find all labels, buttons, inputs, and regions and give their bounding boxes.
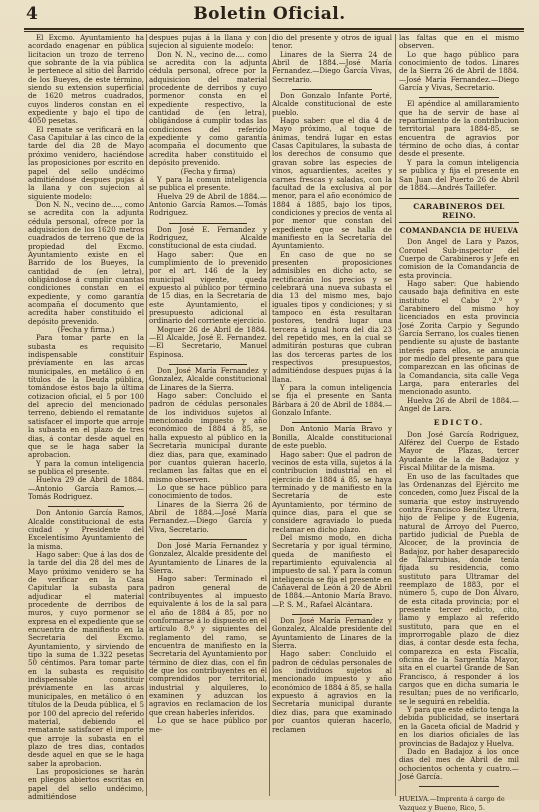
notice-paragraph: las faltas que en el mismo observen. bbox=[399, 33, 519, 51]
edicto-title: EDICTO. bbox=[433, 418, 485, 428]
notice-separator bbox=[48, 506, 124, 507]
notice-signature: Y para la comun inteligencia se fija el presente en Santa Bárbara á 20 de Abril de 1884.—Gonzalo Infante. bbox=[272, 383, 392, 418]
column-divider bbox=[395, 34, 396, 796]
notice-heading: Don José María Fernandez y Gonzalez, Alcalde presidente del Ayuntamiento de Linares de la Sierra. bbox=[272, 616, 392, 651]
notice-paragraph: Hago saber: Concluido el padron de cédulas personales de los individuos sujetos al mencionado impuesto y año económico de 1884 á 85, se halla expuesto á agravios en la Secretaría municipal durante diez dias, para que examinado por cuantos quieran hacerlo, reclamen bbox=[272, 649, 392, 734]
notice-paragraph: Hago saber: Terminado el padron general de contribuyentes al impuesto equivalente á los de la sal para el año de 1884 á 85, por no conformarse á lo dispuesto en el artículo 8.º y siguientes del reglamento del ramo, se encuentra de manifiesto en la Secretaría del Ayuntamiento por término de diez dias, con el fin de que los contribuyentes en él comprendidos por territorial, industrial y alquileres, lo examinen y aduzcan los agravios en reclamacion de los que crean haberles inferidos. bbox=[149, 574, 267, 717]
column-divider bbox=[146, 34, 147, 796]
notice-paragraph: Lo que se hace público por me- bbox=[149, 716, 267, 734]
section-rule bbox=[399, 198, 519, 199]
section-rule bbox=[399, 222, 519, 223]
notice-signature: Huelva 26 de Abril de 1884.—Angel de Lara. bbox=[399, 395, 519, 414]
notice-paragraph: Hago saber: Que en cumplimiento de lo prevenido por el art. 146 de la ley municipal vigente, queda expuesto al público por término de 15 dias, en la Secretaría de este Ayuntamiento, el presupuesto adicional al ordinario del corriente ejercicio. bbox=[149, 249, 267, 326]
notice-heading: Don Antonio María Bravo y Bonilla, Alcalde constitucional de este pueblo. bbox=[272, 424, 392, 451]
notice-separator bbox=[169, 223, 247, 224]
notice-separator bbox=[169, 364, 247, 365]
notice-paragraph: Don N. N., vecino de.... como se acredita con la adjunta cédula personal, ofrece por la adquisicion del material procedente de derribos y cuyo pormenor consta en el expediente respectivo, la cantidad de (en letra), obligándose á cumplir todas las condiciones del referido expediente y como garantía acompaña el documento que acredita haber constituido el depósito prevenido. bbox=[149, 49, 267, 168]
section-subtitle: COMANDANCIA DE HUELVA bbox=[399, 225, 519, 235]
notice-signature: Huelva 29 de Abril de 1884.—Antonio García Ramos.—Tomás Rodriguez. bbox=[28, 475, 144, 501]
header-rule-thin bbox=[24, 31, 524, 32]
notice-signature: Moguer 26 de Abril de 1884.—El Alcalde, José E. Fernandez.—El Secretario, Manuel Espinosa. bbox=[149, 324, 267, 359]
notice-paragraph: Y para la comun inteligencia se publica el presente. bbox=[28, 458, 144, 476]
column-divider bbox=[269, 34, 270, 796]
notice-heading: Don José E. Fernandez y Rodriguez, Alcalde constitucional de esta ciudad. bbox=[149, 224, 267, 251]
notice-signature: Linares de la Sierra 24 de Abril de 1884.—José María Fernandez.—Diego García Vivas, Secretario. bbox=[272, 49, 392, 84]
notice-paragraph: Hago saber: Que á las dos de la tarde del dia 28 del mes de Mayo próximo venidero se ha de verificar en la Casa Capitular la subasta para adjudicar el material procedente de derribos de muros, y cuyo pormenor se expresa en el expediente que se encuentra de manifiesto en la Secretaría del Excmo. Ayuntamiento, y sirviendo de tipo la suma de 1.322 pesetas 50 céntimos. Para tomar parte en la subasta es requisito indispensable constituir préviamente en las arcas municipales, en metálico ó en títulos de la Deuda pública, el 5 por 100 del aprecio del referido material, debiendo el rematante satisfacer el importe que arroje la subasta en el plazo de tres dias, contados desde aquel en que se le haga saber la aprobacion. bbox=[28, 549, 144, 768]
column-3 bbox=[272, 34, 392, 796]
notice-paragraph: Hago saber: Concluido el padron de cédulas personales de los individuos sujetos al mencionado impuesto y año económico de 1884 á 85, se halla expuesto al público en la Secretaría municipal durante diez dias, para que, examinado por cuantos quieran hacerlo, reclamen las faltas que en el mismo observen. bbox=[149, 391, 267, 484]
notice-paragraph: En uso de las facultades que las Ordenanzas del Ejército me conceden, como Juez Fiscal de la sumaria que estoy instruyendo contra Francisco Benítez Utrera, hijo de Felipe y de Eugenia, natural de Arroyo del Puerco, partido judicial de Puebla de Alcocer, de la provincia de Badajoz, por haber desaparecido de Talarrubias, donde tenía fijada su residencia, como sustituto para Ultramar del reemplazo de 1883, por el número 5, cupo de Don Álvaro, de esta citada provincia; por el presente tercer edicto, cito, llamo y emplazo al referido sustituto, para que en el improrrogable plazo de diez dias, á contar desde esta fecha, comparezca en esta Fiscalía, oficina de la Sargentía Mayor, sita en el cuartel Grande de San Francisco, á responder á los cargos que en dicha sumaria le resultan; pues de no verificarlo, se le seguirá en rebeldía. bbox=[399, 471, 519, 706]
publication-title: Boletin Oficial. bbox=[193, 4, 346, 24]
notice-paragraph: Hago saber: que el dia 4 de Mayo próximo, al toque de ánimas, tendrá lugar en estas Casas Capitulares, la subasta de los derechos de consumo que gravan sobre las especies de vinos, aguardientes, aceites y carnes frescas y saladas, con la facultad de la exclusiva al por menor, para el año económico de 1884 á 1885, bajo los tipos, condiciones y precios de venta al por menor que constan del expediente que se halla de manifiesto en la Secretaría del Ayuntamiento. bbox=[272, 116, 392, 251]
notice-signature: Linares de la Sierra 26 de Abril de 1884.—José María Fernandez.—Diego García y Viva, Secretario. bbox=[149, 499, 267, 534]
notice-heading: Don José María Fernandez y Gonzalez, Alcalde constitucional de Linares de la Sierra. bbox=[149, 366, 267, 392]
notice-paragraph: Lo que hago público para conocimiento de todos. Linares de la Sierra 26 de Abril de 1884.—José María Fernandez.—Diego García y Vivas, Secretario. bbox=[399, 49, 519, 93]
notice-paragraph: Hago saber: Que el padron de vecinos de esta villa, sujetos á la contribucion industrial en el ejercicio de 1884 á 85, se haya terminado y de manifiesto en la Secretaría de este Ayuntamiento, por término de quince dias, para el que se considere agraviado lo pueda reclamar en dicho plazo. bbox=[272, 449, 392, 534]
notice-separator bbox=[169, 539, 247, 540]
notice-paragraph: En caso de que no se presenten proposiciones admisibles en dicho acto, se rectificarán los precios y se celebrará una nueva subasta el dia 13 del mismo mes, bajo iguales tipos y condiciones; y si tampoco en ésta resultaran postores, tendrá lugar una tercera á igual hora del dia 23 del repetido mes, en la cual se admitirán posturas que cubran las dos terceras partes de los respectivos presupuestos, admitiéndose despues pujas á la llana. bbox=[272, 249, 392, 384]
notice-paragraph: despues pujas á la llana y con sujecion al siguiente modelo: bbox=[149, 33, 267, 51]
notice-paragraph: Las proposiciones se harán en pliegos abiertos escritas en papel del sello undécimo, admitiéndose bbox=[28, 766, 144, 801]
notice-paragraph: Lo que se hace público para conocimiento de todos. bbox=[149, 482, 267, 501]
notice-signature: Huelva 29 de Abril de 1884.—Antonio García Ramos.—Tomás Rodriguez. bbox=[149, 191, 267, 218]
notice-separator bbox=[292, 614, 372, 615]
notice-paragraph: Don N. N., vecino de...., como se acredita con la adjunta cédula personal, ofrece por la adquisicion de los 1620 metros cuadrados de terreno que de la propiedad del Excmo. Ayuntamiento existe en el Barrido de los Bueyes, la cantidad de (en letra), obligándose á cumplir cuantas condiciones constan en el expediente, y como garantía acompaña el documento que acredita haber constituido el depósito prevenido. bbox=[28, 199, 144, 326]
notice-paragraph: El Excmo. Ayuntamiento ha acordado enagenar en pública licitacion un trozo de terreno que sobrante de la via pública le pertenece al sitio del Barrido de los Bueyes, de este término, siendo su extension superficial de 1620 metros cuadrados, cuyos linderos constan en el expediente y bajo el tipo de 4050 pesetas. bbox=[28, 33, 144, 126]
header-rule bbox=[24, 28, 524, 30]
page-number: 4 bbox=[26, 4, 38, 24]
notice-paragraph: El apéndice al amillaramiento que ha de servir de base al repartimiento de la contribucion territorial para 1884-85, se encuentra de agravios por término de ocho dias, á contar desde el presente. bbox=[399, 99, 519, 159]
column-2 bbox=[149, 34, 267, 796]
imprint-footer: HUELVA.—Imprenta á cargo de Vazquez y Bueno, Rico, 5. bbox=[399, 795, 505, 812]
date-signature-note: (Fecha y firma) bbox=[180, 166, 236, 176]
section-title: CARABINEROS DEL REINO. bbox=[413, 202, 505, 220]
notice-separator bbox=[419, 97, 499, 98]
notice-paragraph: Y para la comun inteligencia se publica y fija el presente en San Juan del Puerto 26 de Abril de 1884.—Andrés Taillefer. bbox=[399, 157, 519, 192]
notice-paragraph: Hago saber: Que habiendo causado baja definitiva en este instituto el Cabo 2.º y Carabinero del mismo hoy licenciados en esta provincia José Zorita Carpio y Segundo García Serrano, los cuales tienen pendiente su ajuste de bastante interés para ellos, se anuncia por medio del presente para que comparezcan en las oficinas de la Comandancia, sita calle Vega Larga, para enterarles del mencionado asunto. bbox=[399, 278, 519, 397]
notice-heading: Don Angel de Lara y Pazos, Coronel Sub-inspector del Cuerpo de Carabineros y Jefe en comision de la Comandancia de esta provincia. bbox=[399, 237, 519, 280]
notice-separator bbox=[292, 422, 372, 423]
notice-paragraph: Y para que este edicto tenga la debida publicidad, se insertará en la Gaceta oficial de Madrid y en los diarios oficiales de las provincias de Badajoz y Huelva. bbox=[399, 705, 519, 748]
notice-paragraph: Dado en Badajoz á los once dias del mes de Abril de mil ochocientos ochenta y cuatro.—José García. bbox=[399, 746, 519, 781]
page-header bbox=[0, 0, 539, 26]
notice-heading: Don Antonio García Ramos, Alcalde constitucional de esta ciudad y Presidente del Excelentísimo Ayuntamiento de la misma. bbox=[28, 508, 144, 551]
column-1 bbox=[28, 33, 144, 801]
date-signature-note: (Fecha y firma.) bbox=[57, 325, 115, 335]
column-4 bbox=[399, 33, 519, 812]
notice-paragraph: Para tomar parte en la subasta es requisito indispensable constituir préviamente en las arcas municipales, en metálico ó en títulos de la Deuda pública, tomándose éstos bajo la última cotizacion oficial, el 5 por 100 del aprecio del mencionado terreno, debiendo el rematante satisfacer el importe que arroje la subasta en el plazo de tres dias, á contar desde aquel en que se le haga saber la aprobacion. bbox=[28, 333, 144, 460]
notice-heading: Don José María Fernandez y Gonzalez, Alcalde presidente del Ayuntamiento de Linares de la Sierra. bbox=[149, 540, 267, 575]
notice-separator bbox=[419, 786, 499, 787]
notice-heading: Don José García Rodriguez, Alférez del Cuerpo de Estado Mayor de Plazas, tercer Ayudante de la de Badajoz y Fiscal Militar de la misma. bbox=[399, 429, 519, 473]
notice-paragraph: El remate se verificará en la Casa Capitular á las cinco de la tarde del dia 28 de Mayo próximo venidero, haciéndose las proposiciones por escrito en papel del sello undécimo admitiéndose despues pujas á la llana y con sujecion al siguiente modelo: bbox=[28, 124, 144, 201]
notice-separator bbox=[292, 89, 372, 90]
notice-paragraph: dio del presente y otros de igual tenor. bbox=[272, 33, 392, 51]
notice-heading: Don Gonzalo Infante Porté, Alcalde constitucional de este pueblo. bbox=[272, 91, 392, 117]
notice-paragraph: Y para la comun inteligencia se publica el presente. bbox=[149, 174, 267, 193]
notice-paragraph: Del mismo modo, en dicha Secretaría y por igual término, queda de manifiesto el repartimiento equivalencia al impuesto de sal. Y para la comun inteligencia se fija el presente en Cañaveral de León á 20 de Abril de 1884.—Antonio María Bravo.—P. S. M., Rafael Alcántara. bbox=[272, 532, 392, 609]
